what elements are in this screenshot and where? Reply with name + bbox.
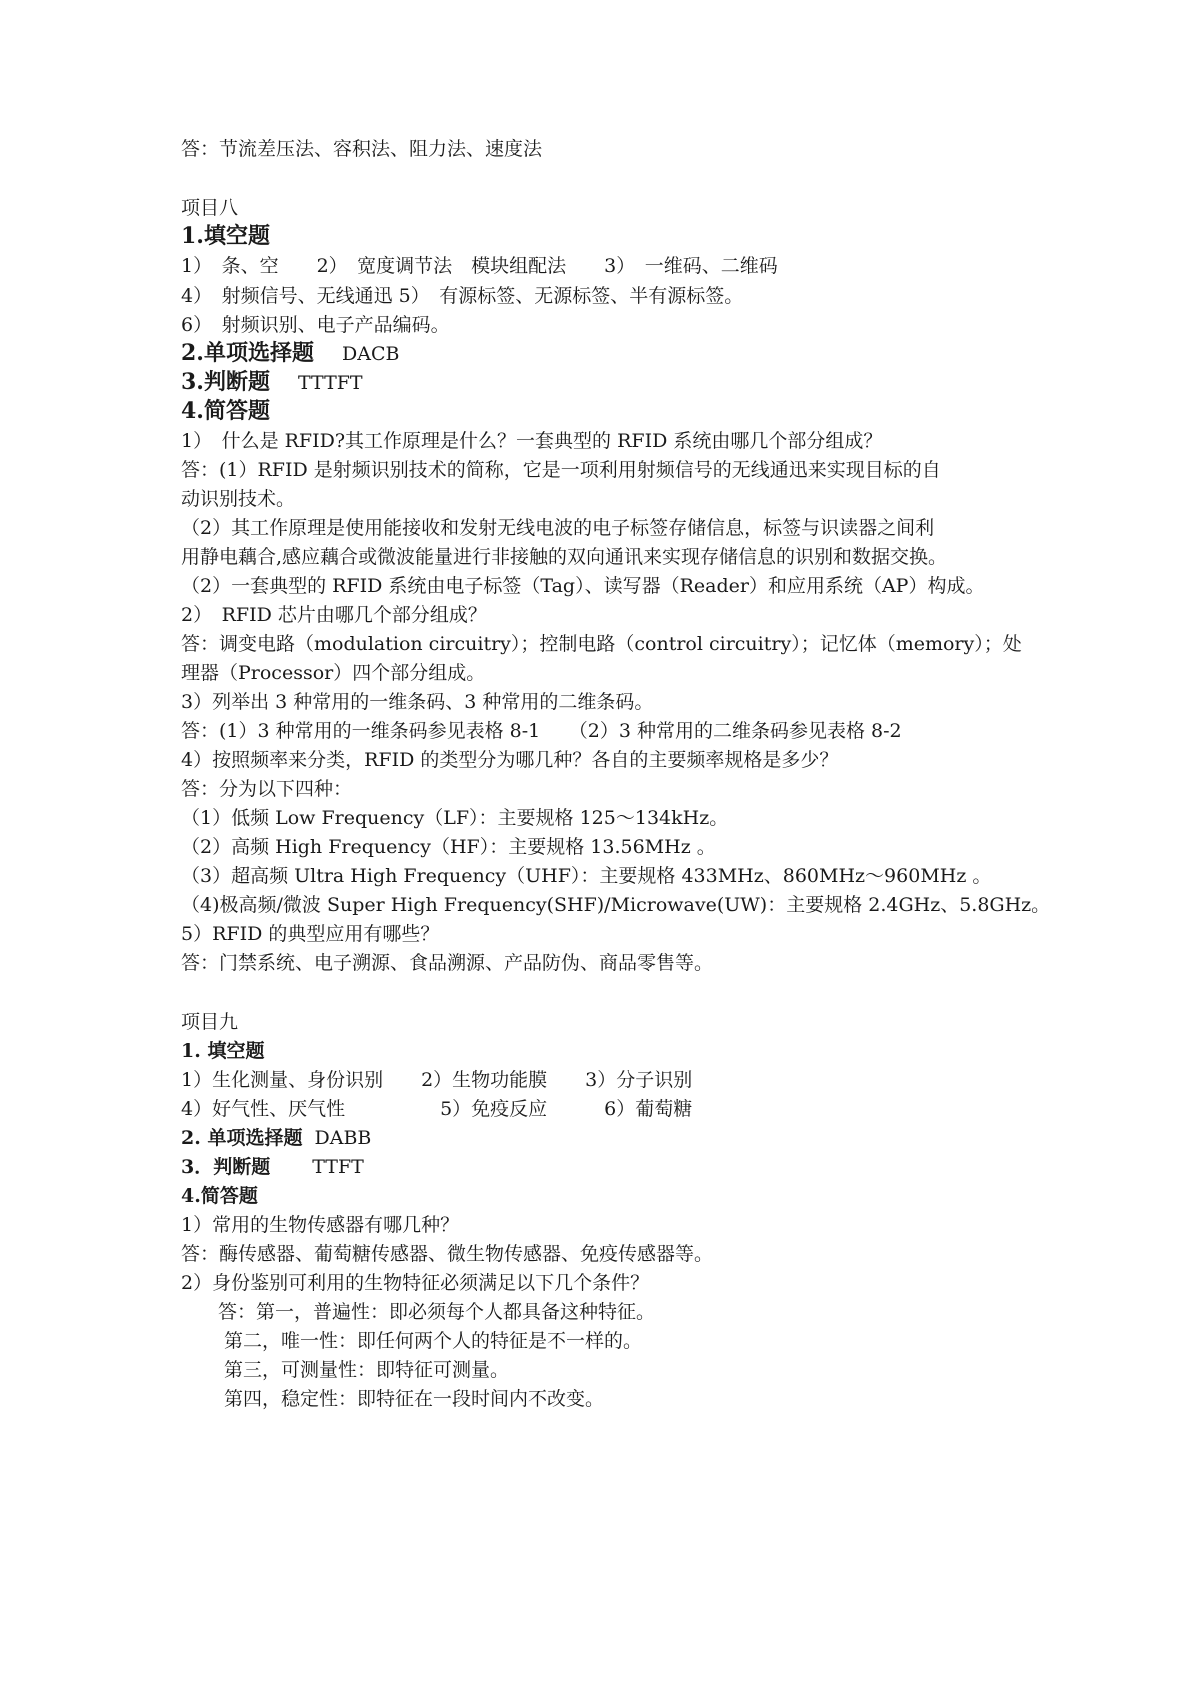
- true-false-answer: TTTFT: [298, 372, 363, 394]
- heading-true-false: [181, 370, 363, 395]
- text-line: （1）低频 Low Frequency（LF）：主要规格 125～134kHz。: [181, 807, 729, 829]
- heading-fill-blank: 1.填空题: [181, 223, 270, 249]
- single-choice-answer: DACB: [342, 343, 400, 365]
- question-line: 2） RFID 芯片由哪几个部分组成？: [181, 604, 487, 626]
- text-line: 答：调变电路（modulation circuitry）；控制电路（control circuitry）；记忆体（memory）；处: [181, 633, 1022, 655]
- text-line: 答：分为以下四种：: [181, 778, 353, 800]
- true-false-answer: TTFT: [312, 1156, 364, 1178]
- text-line: （2）一套典型的 RFID 系统由电子标签（Tag）、读写器（Reader）和应用系统（AP）构成。: [181, 575, 985, 597]
- text-line: （2）其工作原理是使用能接收和发射无线电波的电子标签存储信息，标签与识读器之间利: [181, 517, 935, 539]
- text-line: （4)极高频/微波 Super High Frequency(SHF)/Microwave(UW)：主要规格 2.4GHz、5.8GHz。: [181, 894, 1051, 916]
- heading-fill-blank: 1. 填空题: [181, 1040, 265, 1062]
- heading-label: 3．判断题: [181, 1156, 271, 1178]
- text-line: 答：(1）3 种常用的一维条码参见表格 8-1 （2）3 种常用的二维条码参见表格 8-2: [181, 720, 902, 742]
- heading-label: 2.单项选择题: [181, 340, 314, 366]
- text-line: 理器（Processor）四个部分组成。: [181, 662, 486, 684]
- text-line: 1） 条、空 2） 宽度调节法 模块组配法 3） 一维码、二维码: [181, 255, 778, 277]
- text-line: （2）高频 High Frequency（HF）：主要规格 13.56MHz 。: [181, 836, 716, 858]
- section-title-project-8: 项目八: [181, 197, 239, 219]
- question-line: 5）RFID 的典型应用有哪些？: [181, 923, 440, 945]
- heading-single-choice: [181, 341, 399, 366]
- heading-short-answer: 4.简答题: [181, 1185, 258, 1207]
- question-line: 1） 什么是 RFID?其工作原理是什么？一套典型的 RFID 系统由哪几个部分组成？: [181, 430, 883, 452]
- text-line: 用静电藕合,感应藕合或微波能量进行非接触的双向通讯来实现存储信息的识别和数据交换。: [181, 546, 948, 568]
- text-line: 第二，唯一性：即任何两个人的特征是不一样的。: [224, 1330, 643, 1352]
- text-line: 答：(1）RFID 是射频识别技术的简称，它是一项利用射频信号的无线通迅来实现目标的自: [181, 459, 941, 481]
- heading-label: 2. 单项选择题: [181, 1127, 303, 1149]
- heading-single-choice: [181, 1126, 371, 1150]
- heading-true-false: [181, 1155, 364, 1179]
- text-line: 答：第一，普遍性：即必须每个人都具备这种特征。: [218, 1301, 656, 1323]
- text-line: 第四，稳定性：即特征在一段时间内不改变。: [224, 1388, 605, 1410]
- text-line: 4） 射频信号、无线通迅 5） 有源标签、无源标签、半有源标签。: [181, 285, 744, 307]
- text-line: 动识别技术。: [181, 488, 296, 510]
- text-line: 6） 射频识别、电子产品编码。: [181, 314, 450, 336]
- text-line: 1）生化测量、身份识别 2）生物功能膜 3）分子识别: [181, 1069, 693, 1091]
- question-line: 4）按照频率来分类，RFID 的类型分为哪几种？各自的主要频率规格是多少？: [181, 749, 839, 771]
- text-line: 第三，可测量性：即特征可测量。: [224, 1359, 510, 1381]
- heading-label: 3.判断题: [181, 369, 270, 395]
- question-line: 3）列举出 3 种常用的一维条码、3 种常用的二维条码。: [181, 691, 654, 713]
- text-line: 答：门禁系统、电子溯源、食品溯源、产品防伪、商品零售等。: [181, 952, 714, 974]
- section-title-project-9: 项目九: [181, 1011, 239, 1033]
- text-line: （3）超高频 Ultra High Frequency（UHF）：主要规格 433MHz、860MHz～960MHz 。: [181, 865, 992, 887]
- single-choice-answer: DABB: [314, 1127, 372, 1149]
- question-line: 2）身份鉴别可利用的生物特征必须满足以下几个条件？: [181, 1272, 650, 1294]
- text-line: 4）好气性、厌气性 5）免疫反应 6）葡萄糖: [181, 1098, 693, 1120]
- heading-short-answer: 4.简答题: [181, 398, 270, 424]
- question-line: 1）常用的生物传感器有哪几种？: [181, 1214, 460, 1236]
- text-line: 答：酶传感器、葡萄糖传感器、微生物传感器、免疫传感器等。: [181, 1243, 714, 1265]
- answer-line: 答：节流差压法、容积法、阻力法、速度法: [181, 138, 543, 160]
